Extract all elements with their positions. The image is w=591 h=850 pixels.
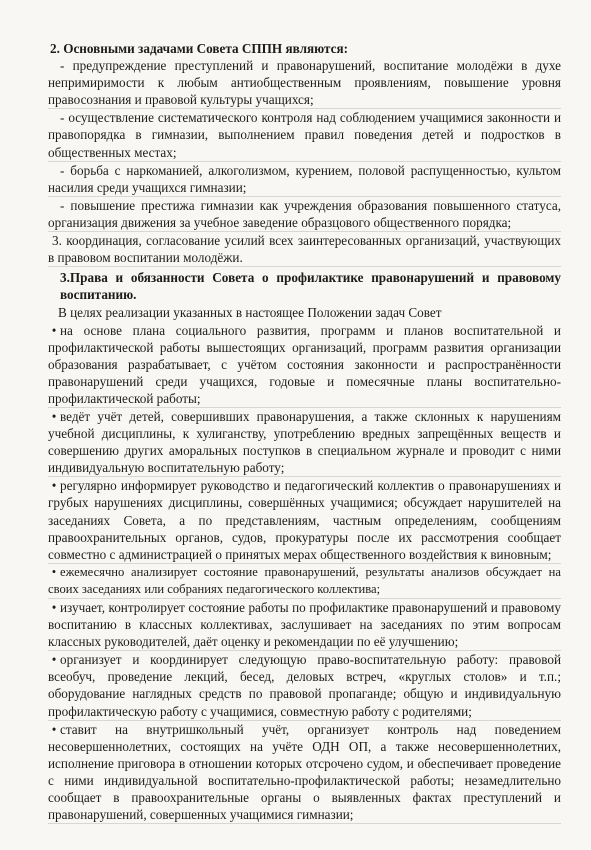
section-2-numbered-item-text: 3. координация, согласование усилий всех заинтересованных организаций, участвующих в правовом воспитании молодёжи. <box>48 233 561 266</box>
section-3-item <box>48 477 561 563</box>
bullet-icon: • <box>51 564 57 579</box>
bullet-icon: • <box>51 721 57 737</box>
bullet-icon: • <box>51 652 57 668</box>
section-3-item <box>48 651 561 720</box>
section-2-heading: 2. Основными задачами Совета СППН являются: <box>50 41 349 56</box>
section-3-heading: 3.Права и обязанности Совета о профилактике правонарушений и правовому воспитанию. <box>60 270 561 303</box>
section-2-item-text: - борьба с наркоманией, алкоголизмом, курением, половой распущенностью, культом насилия среди учащихся гимназии; <box>48 162 561 195</box>
section-2-item-text: - повышение престижа гимназии как учреждения образования повышенного статуса, организация движения за учебное заведение образцового общественного порядка; <box>48 197 561 230</box>
section-2-item-text: - осуществление систематического контроля над соблюдением учащимися законности и правопорядка в гимназии, выполнением правил поведения детей и подростков в общественных местах; <box>48 110 561 160</box>
section-3-item-text: ежемесячно анализирует состояние правонарушений, результаты анализов обсуждает на своих заседаниях или собраниях педагогического коллектива; <box>48 564 561 596</box>
section-3-item <box>48 599 561 651</box>
section-2-item <box>48 197 561 232</box>
section-2-item <box>48 109 561 161</box>
section-3-item <box>48 408 561 477</box>
section-2-item <box>48 57 561 109</box>
section-2-item <box>48 162 561 197</box>
section-3-item <box>48 322 561 408</box>
section-3-item <box>48 721 561 825</box>
section-2-numbered-item <box>48 232 561 267</box>
section-3-item-text: на основе плана социального развития, программ и планов воспитательной и профилактической работы вышестоящих организаций, программ развития организации образования разрабатывает, с учётом состояния законности и распространённости правонарушений среди учащихся, годовые и помесячные планы воспитательно-профилактической работы; <box>48 322 561 406</box>
section-2-item-text: - предупреждение преступлений и правонарушений, воспитание молодёжи в духе непримиримости к любым антиобщественным проявлениям, повышение уровня правосознания и правовой культуры учащихся; <box>48 58 561 108</box>
bullet-icon: • <box>51 600 57 615</box>
section-3-item-text: ставит на внутришкольный учёт, организует контроль над поведением несовершеннолетних, состоящих на учёте ОДН ОП, а также несовершеннолетних, исполнение приговора в отношении которых отсрочено судом, и обеспечивает проведение с ними индивидуальной воспитательно-профилактической работы; незамедлительно сообщает в правоохранительные органы о выявленных фактах преступлений и правонарушений, совершенных учащимися гимназии; <box>48 721 561 823</box>
section-3-intro: В целях реализации указанных в настоящее Положении задач Совет <box>58 305 442 321</box>
section-3-item-text: ведёт учёт детей, совершивших правонарушения, а также склонных к нарушениям учебной дисциплины, к хулиганству, употреблению вредных запрещённых веществ и совершению других аморальных поступков в специальном журнале и проводит с ними индивидуальную воспитательную работу; <box>48 408 561 476</box>
bullet-icon: • <box>51 408 57 424</box>
section-3-item-text: организует и координирует следующую право-воспитательную работу: правовой всеобуч, проведение лекций, бесед, деловых встреч, «круглых столов» и т.п.; оборудование наглядных средств по правовой пропаганде; общую и индивидуальную профилактическую работу с учащимися, совместную работу с родителями; <box>48 652 561 719</box>
bullet-icon: • <box>51 322 57 338</box>
section-3-item-text: изучает, контролирует состояние работы по профилактике правонарушений и правовому воспитанию в классных коллективах, заслушивает на заседаниях по этим вопросам классных руководителей, даёт оценку и рекомендации по её улучшению; <box>48 600 561 650</box>
bullet-icon: • <box>51 478 57 494</box>
section-3-item <box>48 564 561 599</box>
section-3-item-text: регулярно информирует руководство и педагогический коллектив о правонарушениях и грубых нарушениях дисциплины, совершённых учащимися; обсуждает нарушителей на заседаниях Совета, а по представлениям, частным определениям, сообщениям правоохранительных органов, судов, прокуратуры после их рассмотрения сообщает совместно с администрацией о принятых мерах общественного воздействия к виновным; <box>48 478 561 562</box>
